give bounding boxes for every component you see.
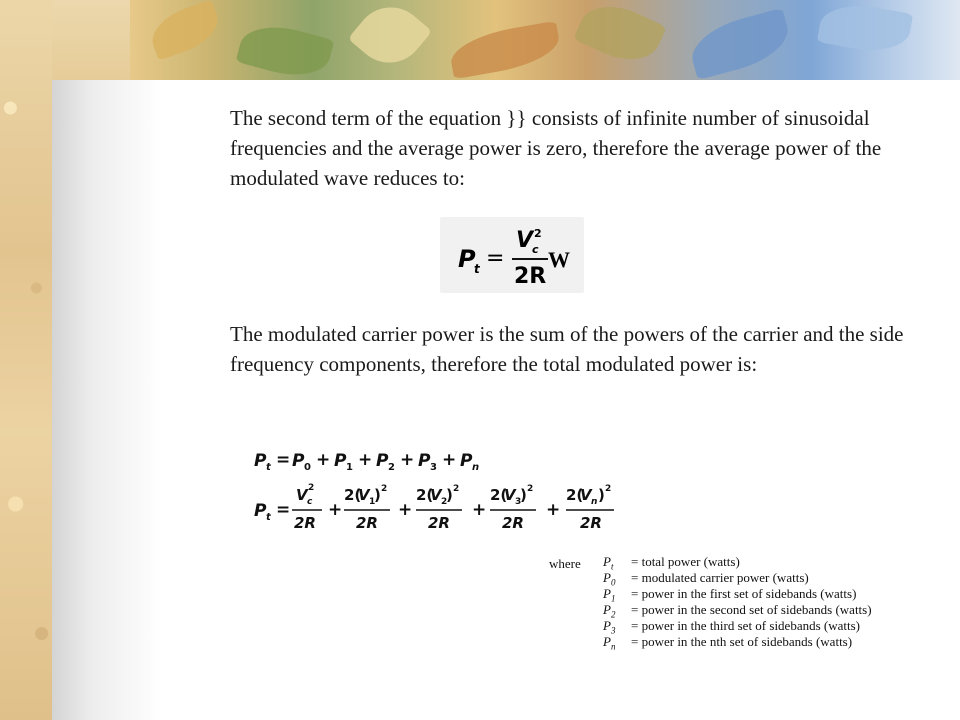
svg-text:1: 1	[369, 497, 376, 507]
svg-text:2R: 2R	[502, 514, 524, 532]
svg-text:P: P	[292, 451, 305, 471]
formula-num-base: V	[516, 228, 534, 253]
where-label: where	[549, 556, 581, 571]
where-item: $P_1$ = power in the first set of sidebands (watts)	[603, 586, 857, 604]
formula-unit: W	[548, 247, 570, 272]
svg-text:1: 1	[346, 462, 353, 473]
svg-text:n: n	[591, 497, 598, 507]
svg-text:P: P	[376, 451, 389, 471]
svg-text:V: V	[296, 486, 308, 504]
svg-text:+: +	[472, 500, 487, 520]
formula-sum-text: P_t = P_0 + P_1 + P_2 + P_3 + P_n	[250, 430, 265, 431]
svg-text:P: P	[418, 451, 431, 471]
formula-lhs: P	[458, 245, 476, 273]
where-item: $P_2$ = power in the second set of sidebands (watts)	[603, 602, 872, 620]
svg-text:+: +	[316, 450, 331, 470]
svg-text:V: V	[430, 486, 442, 504]
svg-text:2R: 2R	[356, 514, 378, 532]
svg-text:3: 3	[430, 462, 437, 473]
svg-text:2(: 2(	[490, 486, 508, 504]
formula-average-power	[440, 217, 584, 293]
svg-text:2: 2	[453, 484, 460, 494]
paragraph-average-power: The second term of the equation }} consists of infinite number of sinusoidal frequencies and the average power is zero, therefore the average power of the modulated wave reduces to:	[230, 106, 882, 190]
svg-text:P: P	[254, 501, 267, 521]
svg-text:2: 2	[605, 484, 612, 494]
svg-text:V: V	[504, 486, 516, 504]
formula-num-sub: c	[532, 243, 539, 256]
svg-text:2R: 2R	[580, 514, 602, 532]
svg-text:c: c	[307, 497, 313, 507]
where-item: $P_3$ = power in the third set of sidebands (watts)	[603, 618, 861, 636]
svg-text:P: P	[460, 451, 473, 471]
svg-text:2(: 2(	[416, 486, 434, 504]
svg-text:=: =	[276, 500, 291, 520]
svg-text:+: +	[400, 450, 415, 470]
svg-text:3: 3	[515, 497, 522, 507]
svg-text:): )	[598, 486, 605, 504]
svg-text:0: 0	[304, 462, 311, 473]
svg-text:2(: 2(	[566, 486, 584, 504]
svg-text:): )	[374, 486, 381, 504]
svg-text:2: 2	[441, 497, 448, 507]
parchment-sidebar	[0, 0, 52, 720]
formula-num-sup: 2	[534, 227, 542, 240]
svg-text:): )	[520, 486, 527, 504]
svg-text:P: P	[334, 451, 347, 471]
formula-expanded-text: P_t = V_c^2/2R + 2(V_1)^2/2R + 2(V_2)^2/2R + 2(V_3)^2/2R + 2(V_n)^2/2R	[250, 540, 282, 541]
formula-den: 2R	[514, 264, 547, 289]
svg-text:2: 2	[527, 484, 534, 494]
decorative-banner	[130, 0, 960, 80]
where-item: $P_0$ = modulated carrier power (watts)	[603, 570, 809, 588]
where-list	[603, 554, 872, 650]
svg-text:2: 2	[388, 462, 395, 473]
svg-text:+: +	[358, 450, 373, 470]
formula-average-power-svg	[440, 217, 584, 293]
where-item: $P_n$ = power in the nth set of sidebands (watts)	[603, 634, 853, 652]
svg-text:n: n	[472, 462, 480, 473]
svg-text:V: V	[358, 486, 370, 504]
formula-lhs-sub: t	[474, 262, 480, 276]
svg-text:t: t	[266, 462, 271, 473]
formula-equals: =	[486, 246, 505, 271]
svg-text:=: =	[276, 450, 291, 470]
svg-text:+: +	[328, 500, 343, 520]
svg-text:2R: 2R	[294, 514, 316, 532]
paragraph-total-power: The modulated carrier power is the sum of the powers of the carrier and the side frequency components, therefore the total modulated power is:	[230, 322, 904, 376]
svg-text:V: V	[580, 486, 592, 504]
svg-text:t: t	[266, 512, 271, 523]
svg-text:2: 2	[381, 484, 388, 494]
svg-text:+: +	[398, 500, 413, 520]
where-item: $P_t$ = total power (watts)	[603, 554, 740, 572]
formula-total-power	[250, 440, 690, 540]
svg-text:2R: 2R	[428, 514, 450, 532]
svg-text:P: P	[254, 451, 267, 471]
svg-text:2: 2	[308, 483, 315, 493]
svg-text:): )	[446, 486, 453, 504]
svg-text:+: +	[442, 450, 457, 470]
svg-text:2(: 2(	[344, 486, 362, 504]
svg-text:+: +	[546, 500, 561, 520]
